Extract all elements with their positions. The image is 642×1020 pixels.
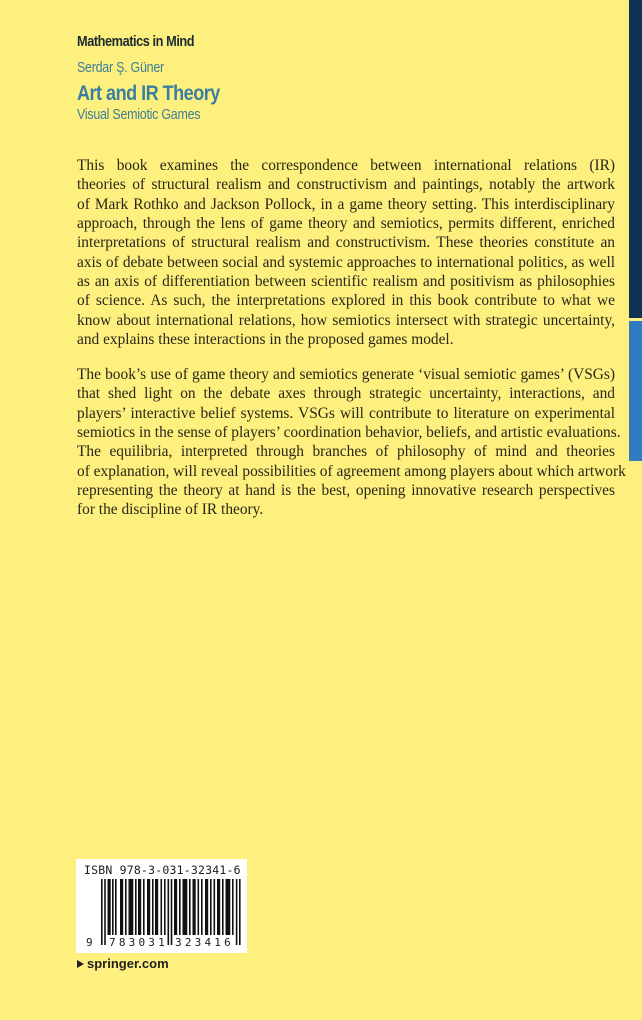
blurb-line: know about international relations, how semiotics intersect with strategic uncertainty, xyxy=(77,311,615,329)
isbn-label: ISBN 978-3-031-32341-6 xyxy=(84,863,241,877)
barcode-digits-right: 323416 xyxy=(175,936,234,949)
barcode-digits-left: 783031 xyxy=(109,936,168,949)
side-color-bar-blue xyxy=(629,321,642,461)
blurb-line: semiotics in the sense of players’ coordination behavior, beliefs, and artistic evaluations. xyxy=(77,424,621,442)
blurb-line: approach, through the lens of game theory and semiotics, permits different, enriched xyxy=(77,215,615,233)
series-name: Mathematics in Mind xyxy=(77,34,195,50)
author-name: Serdar Ş. Güner xyxy=(77,60,164,76)
blurb-line: interpretations of structural realism and constructivism. These theories constitute an xyxy=(77,234,615,252)
blurb-line: representing the theory at hand is the best, opening innovative research perspectives xyxy=(77,482,615,500)
book-title: Art and IR Theory xyxy=(77,82,220,105)
blurb-line: of explanation, will reveal possibilities of agreement among players about which artwork xyxy=(77,462,626,480)
barcode-digit-first: 9 xyxy=(86,936,93,949)
springer-link-text: springer.com xyxy=(87,956,169,971)
blurb-line: of science. As such, the interpretations explored in this book contribute to what we xyxy=(77,292,615,310)
blurb-line: The book’s use of game theory and semiotics generate ‘visual semiotic games’ (VSGs) xyxy=(77,366,615,384)
blurb-line: that shed light on the debate axes through strategic uncertainty, interactions, and xyxy=(77,385,615,403)
blurb-line: The equilibria, interpreted through branches of philosophy of mind and theories xyxy=(77,443,615,461)
side-color-bar-navy xyxy=(629,0,642,318)
blurb-line: of Mark Rothko and Jackson Pollock, in a game theory setting. This interdisciplinary xyxy=(77,195,615,213)
blurb xyxy=(77,156,626,535)
blurb-line: as an axis of differentiation between scientific realism and positivism as philosophies xyxy=(77,273,615,291)
book-subtitle: Visual Semiotic Games xyxy=(77,107,201,123)
springer-link[interactable] xyxy=(77,956,169,971)
blurb-line: for the discipline of IR theory. xyxy=(77,501,264,519)
blurb-paragraph-2 xyxy=(77,365,626,520)
triangle-right-icon xyxy=(77,960,84,968)
blurb-line: players’ interactive belief systems. VSGs will contribute to literature on experimental xyxy=(77,404,615,422)
blurb-line: This book examines the correspondence between international relations (IR) xyxy=(77,157,615,174)
blurb-line: axis of debate between social and systemic approaches to international politics, as well xyxy=(77,253,615,271)
blurb-line: theories of structural realism and constructivism and paintings, notably the artwork xyxy=(77,176,615,194)
blurb-paragraph-1 xyxy=(77,156,615,349)
blurb-line: and explains these interactions in the proposed games model. xyxy=(77,331,454,349)
isbn-barcode xyxy=(76,859,247,953)
